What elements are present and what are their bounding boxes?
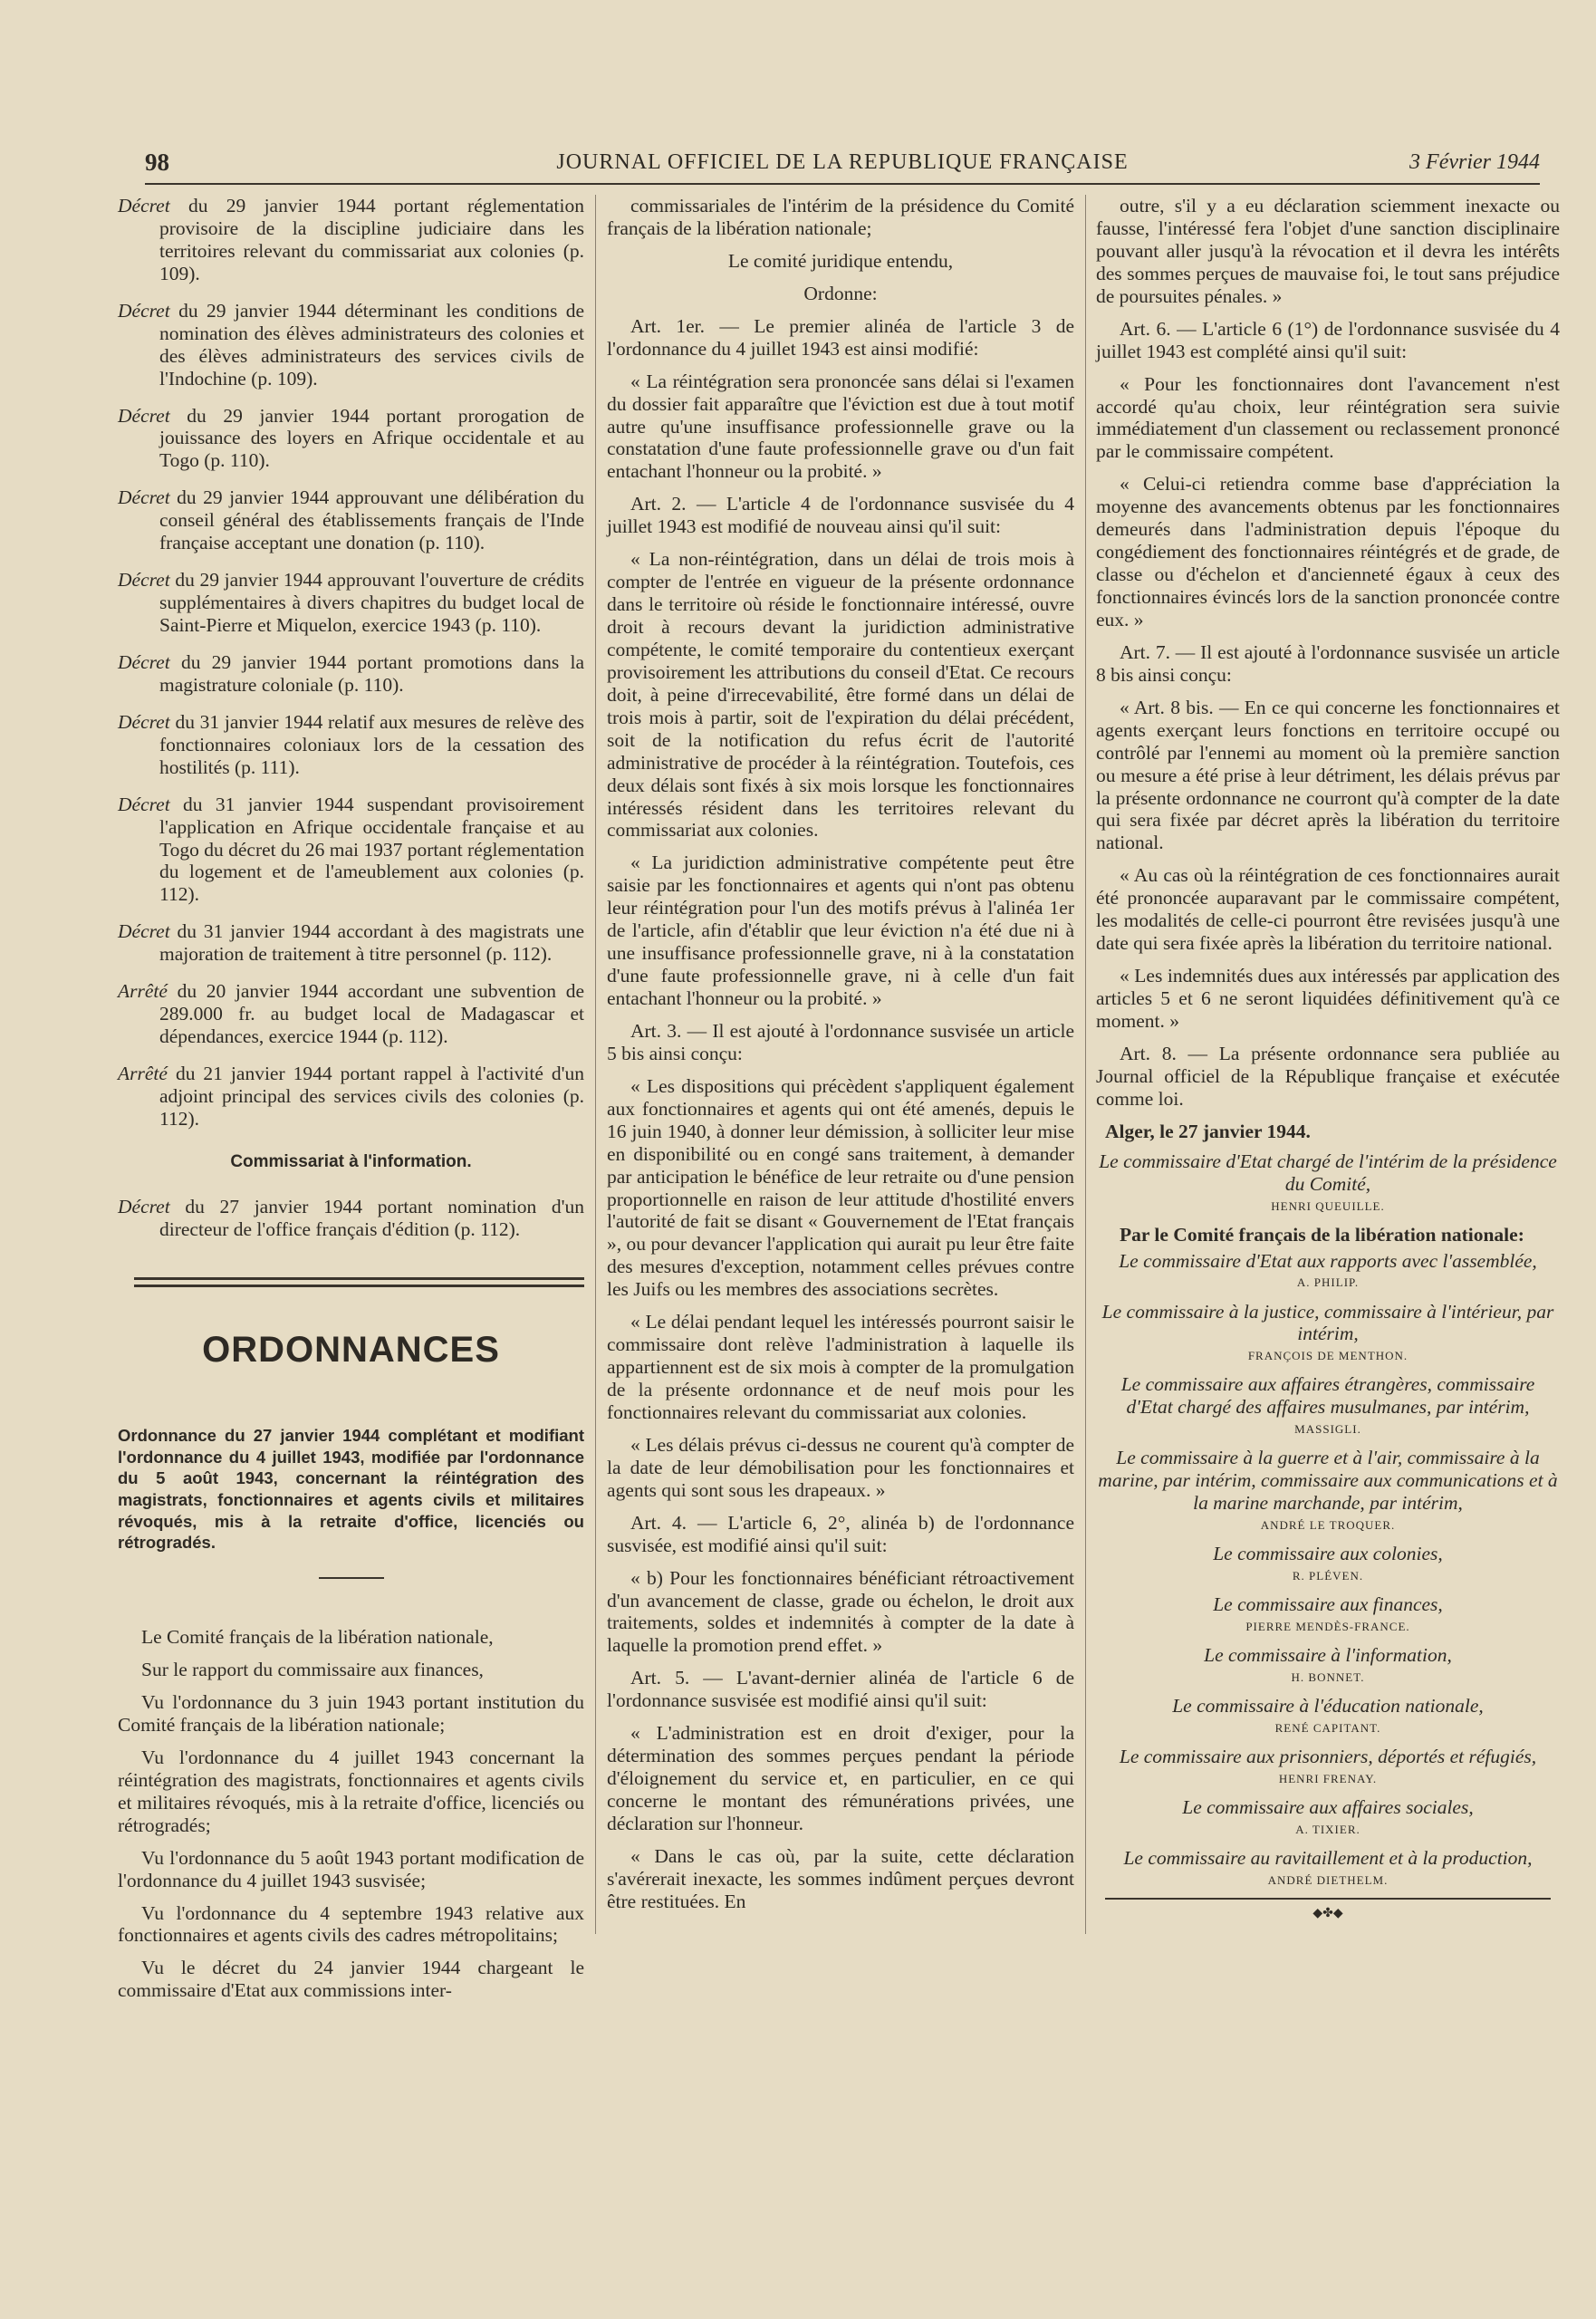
signatory-role: Le commissaire d'Etat chargé de l'intérim de la présidence du Comité,: [1099, 1150, 1557, 1195]
article-paragraph: « Le délai pendant lequel les intéressés pourront saisir le commissaire dont relève l'administration à laquelle ils appartiennent est de six mois à compter de la promulgation de la présente ordonnance et de neuf mois pour les fonctionnaires relevant du commissariat aux colonies.: [607, 1311, 1074, 1423]
summary-text: du 20 janvier 1944 accordant une subvention de 289.000 fr. au budget local de Madagascar et dépendances, exercice 1944 (p. 112).: [159, 980, 584, 1048]
ordonnances-heading: ORDONNANCES: [202, 1329, 500, 1370]
preamble-paragraph: Le Comité français de la libération nationale,: [141, 1626, 494, 1649]
article-paragraph: Art. 1er. — Le premier alinéa de l'article 3 de l'ordonnance du 4 juillet 1943 est ainsi modifié:: [607, 314, 1074, 360]
signatory-name: HENRI QUEUILLE.: [1271, 1198, 1385, 1213]
end-rule: [1105, 1898, 1551, 1921]
article-paragraph: « b) Pour les fonctionnaires bénéficiant rétroactivement d'un avancement de classe, grade ou échelon, le droit aux traitements, soldes et indemnités à compter de la date à laquelle la promotion prend effet. »: [607, 1566, 1074, 1657]
summary-item: [118, 651, 584, 697]
preamble-paragraph: Vu l'ordonnance du 4 juillet 1943 concernant la réintégration des magistrats, fonctionnaires et agents civils et militaires révoqués, mis à la retraite d'office, licenciés ou rétrogradés;: [118, 1746, 584, 1836]
signatory-role: Le commissaire à la justice, commissaire à l'intérieur, par intérim,: [1101, 1300, 1554, 1345]
signature-block: [1096, 1150, 1560, 1888]
summary-text: du 31 janvier 1944 accordant à des magistrats une majoration de traitement à titre personnel (p. 112).: [159, 920, 584, 966]
column-divider: [595, 195, 596, 1934]
signatory-role: Le commissaire aux affaires sociales,: [1182, 1796, 1474, 1819]
article-paragraph: « L'administration est en droit d'exiger, pour la détermination des sommes perçues pendant la période d'éloignement du service et, en particulier, en ce qui concerne le montant des rémunérations privées, une déclaration sur l'honneur.: [607, 1722, 1074, 1834]
summary-kind: Décret: [118, 650, 170, 673]
article-paragraph: Art. 7. — Il est ajouté à l'ordonnance susvisée un article 8 bis ainsi conçu:: [1096, 640, 1560, 686]
preamble-paragraph: Vu l'ordonnance du 3 juin 1943 portant institution du Comité français de la libération nationale;: [118, 1691, 584, 1736]
summary-item: [118, 794, 584, 907]
summary-text: du 29 janvier 1944 déterminant les conditions de nomination des élèves administrateurs des colonies et des élèves administrateurs des services civils de l'Indochine (p. 109).: [159, 299, 584, 390]
preamble-paragraph: Sur le rapport du commissaire aux finances,: [141, 1659, 484, 1681]
signature-lead: Par le Comité français de la libération nationale:: [1120, 1223, 1524, 1246]
summary-kind: Décret: [118, 486, 170, 509]
signatory-role: Le commissaire aux finances,: [1213, 1593, 1443, 1616]
ornament-icon: ◆✤◆: [1305, 1907, 1350, 1921]
article-paragraph: Le comité juridique entendu,: [727, 249, 954, 272]
article-paragraph: « Celui-ci retiendra comme base d'appréciation la moyenne des avancements obtenus par les fonctionnaires demeurés dans l'administration depuis l'époque du congédiement des fonctionnaires réintégrés et de grade, de classe ou d'échelon et d'ancienneté égaux à ceux des fonctionnaires évincés lors de la sanction prononcée contre eux. »: [1096, 473, 1560, 630]
preamble-paragraph: Vu l'ordonnance du 4 septembre 1943 relative aux fonctionnaires et agents civils des cadres métropolitains;: [118, 1901, 584, 1947]
summary-item: [118, 195, 584, 285]
article-paragraph: « Art. 8 bis. — En ce qui concerne les fonctionnaires et agents exerçant leurs fonctions en territoire occupé ou contrôlé par l'ennemi au moment où la première sanction ou mesure a été prise à leur détriment, les délais prévus par la présente ordonnance ne courront qu'à compter de la date qui sera fixée par décret après la libération du territoire national.: [1096, 696, 1560, 854]
signatory-role: Le commissaire à l'information,: [1204, 1644, 1452, 1667]
section-title: Commissariat à l'information.: [230, 1151, 472, 1171]
signatory-role: Le commissaire aux affaires étrangères, commissaire d'Etat chargé des affaires musulmanes, par intérim,: [1120, 1373, 1535, 1419]
page-number: 98: [145, 149, 169, 176]
summary-text: du 27 janvier 1944 portant nomination d'un directeur de l'office français d'édition (p. 112).: [159, 1195, 585, 1240]
article-paragraph: Ordonne:: [803, 282, 878, 304]
summary-item: [118, 711, 584, 779]
summary-item: [118, 300, 584, 390]
article-paragraph: « La juridiction administrative compétente peut être saisie par les fonctionnaires et agents qui n'ont pas obtenu leur réintégration pour l'un des motifs prévus à l'alinéa 1er de l'article, afin d'établir que leur éviction n'a été due ni à une insuffisance professionnelle grave, ni à la constatation d'une faute professionnelle grave, ni à celle d'un fait entachant l'honneur ou la probité. »: [607, 852, 1074, 1009]
summary-text: du 29 janvier 1944 portant promotions dans la magistrature coloniale (p. 110).: [159, 650, 585, 696]
article-paragraph: « La réintégration sera prononcée sans délai si l'examen du dossier fait apparaître que l'éviction est due à tout motif autre qu'une insuffisance professionnelle grave ou la constatation d'une faute professionnelle grave ou d'un fait entachant l'honneur ou la probité. »: [607, 370, 1074, 483]
signatory-name: FRANÇOIS DE MENTHON.: [1247, 1349, 1409, 1363]
preamble: [118, 1626, 584, 2002]
signatory-name: HENRI FRENAY.: [1278, 1772, 1378, 1786]
column-right: [1096, 195, 1560, 1921]
signatory-role: Le commissaire aux colonies,: [1213, 1543, 1443, 1565]
summary-kind: Arrêté: [118, 1063, 168, 1084]
issue-date: 3 Février 1944: [1409, 150, 1540, 174]
summary-text: du 29 janvier 1944 approuvant l'ouverture de crédits supplémentaires à divers chapitres du budget local de Saint-Pierre et Miquelon, exercice 1943 (p. 110).: [159, 569, 584, 636]
summary-kind: Décret: [118, 793, 170, 815]
summary-item: [118, 980, 584, 1048]
summary-item: [118, 569, 584, 637]
journal-title: JOURNAL OFFICIEL DE LA REPUBLIQUE FRANÇAISE: [556, 150, 1129, 174]
article-paragraph: commissariales de l'intérim de la présidence du Comité français de la libération nationale;: [607, 195, 1074, 239]
article-paragraph: Art. 8. — La présente ordonnance sera publiée au Journal officiel de la République française et exécutée comme loi.: [1096, 1042, 1560, 1110]
summary-text: du 29 janvier 1944 portant prorogation de jouissance des loyers en Afrique occidentale et au Togo (p. 110).: [159, 404, 584, 472]
column-middle: [607, 195, 1074, 1923]
signatory-name: R. PLÉVEN.: [1292, 1569, 1364, 1583]
signatory-name: PIERRE MENDÈS-FRANCE.: [1245, 1620, 1410, 1634]
signatory-name: A. PHILIP.: [1296, 1275, 1360, 1290]
summary-item: [118, 405, 584, 473]
summary-kind: Décret: [118, 1195, 170, 1217]
summary-kind: Arrêté: [118, 980, 168, 1003]
signatory-role: Le commissaire aux prisonniers, déportés et réfugiés,: [1119, 1746, 1537, 1768]
place-date: Alger, le 27 janvier 1944.: [1105, 1120, 1311, 1142]
ordonnance-title: Ordonnance du 27 janvier 1944 complétant et modifiant l'ordonnance du 4 juillet 1943, modifiée par l'ordonnance du 5 août 1943, concernant la réintégration des magistrats, fonctionnaires et agents civils et militaires révoqués, mis à la retraite d'office, licenciés ou rétrogradés.: [118, 1426, 584, 1553]
article-paragraph: Art. 5. — L'avant-dernier alinéa de l'article 6 de l'ordonnance susvisée est modifié ainsi qu'il suit:: [607, 1667, 1074, 1712]
article-paragraph: « Dans le cas où, par la suite, cette déclaration s'avérerait inexacte, les sommes indûment perçues devront être restituées. En: [607, 1844, 1074, 1912]
signatory-name: A. TIXIER.: [1295, 1823, 1360, 1837]
summary-kind: Décret: [118, 920, 170, 943]
article-paragraph: outre, s'il y a eu déclaration sciemment inexacte ou fausse, l'intéressé fera l'objet d'une sanction disciplinaire pouvant aller jusqu'à la révocation et il devra les intérêts des sommes perçues de mauvaise foi, le tout sans préjudice de poursuites pénales. »: [1096, 195, 1560, 307]
article-paragraph: Art. 4. — L'article 6, 2°, alinéa b) de l'ordonnance susvisée, est modifié ainsi qu'il suit:: [607, 1511, 1074, 1556]
summary-text: du 31 janvier 1944 relatif aux mesures de relève des fonctionnaires coloniaux lors de la cessation des hostilités (p. 111).: [159, 710, 584, 778]
signatory-name: ANDRÉ DIETHELM.: [1267, 1873, 1389, 1888]
signatory-role: Le commissaire à l'éducation nationale,: [1172, 1695, 1484, 1718]
summary-text: du 29 janvier 1944 portant réglementation provisoire de la discipline judiciaire dans les territoires relevant du commissariat aux colonies (p. 109).: [159, 195, 584, 284]
column-left: [118, 195, 584, 2012]
summary-item: [118, 1063, 584, 1131]
article-paragraph: Art. 3. — Il est ajouté à l'ordonnance susvisée un article 5 bis ainsi conçu:: [607, 1019, 1074, 1064]
signatory-name: ANDRÉ LE TROQUER.: [1260, 1518, 1396, 1533]
article-paragraph: « Au cas où la réintégration de ces fonctionnaires aurait été prononcée auparavant par le commissaire compétent, les modalités de celle-ci pourront être revisées jusqu'à une date qui sera fixée après la libération du territoire national.: [1096, 864, 1560, 955]
summary-kind: Décret: [118, 710, 170, 733]
summary-list: [118, 195, 584, 1131]
article-paragraph: « Pour les fonctionnaires dont l'avancement n'est accordé qu'au choix, leur réintégration sera suivie immédiatement d'un classement ou reclassement prononcé par le commissaire compétent.: [1096, 372, 1560, 463]
article-paragraph: « Les indemnités dues aux intéressés par application des articles 5 et 6 ne seront liquidées définitivement qu'à ce moment. »: [1096, 965, 1560, 1032]
article-paragraph: « Les dispositions qui précèdent s'appliquent également aux fonctionnaires et agents qui ont été amenés, depuis le 16 juin 1940, à donner leur démission, à solliciter leur mise en disponibilité ou en congé sans traitement, à demander par anticipation le bénéfice de leur retraite ou d'une pension proportionnelle en raison de leur attitude d'hostilité envers l'autorité de fait se disant « Gouvernement de l'Etat français », ou pour devancer l'application qui aurait pu leur être faite des mesures d'exception, notamment celles prévues contre les Juifs ou les membres des associations secrètes.: [607, 1074, 1074, 1301]
summary-text: du 29 janvier 1944 approuvant une délibération du conseil général des établissements français de l'Inde française acceptant une donation (p. 110).: [159, 486, 585, 554]
article-paragraph: « La non-réintégration, dans un délai de trois mois à compter de l'entrée en vigueur de la présente ordonnance dans le territoire où réside le fonctionnaire intéressé, ouvre droit à recours devant la juridiction administrative compétente, le comité temporaire du contentieux exerçant provisoirement les attributions du conseil d'Etat. Ce recours doit, à peine d'irrecevabilité, être formé dans un délai de trois mois à partir, soit de l'expiration du délai précédent, soit de la notification du refus écrit de l'autorité administrative de procéder à la réintégration. Toutefois, ces deux délais sont fixés à six mois lorsque les fonctionnaires intéressés résident dans les territoires relevant du commissariat aux colonies.: [607, 548, 1074, 842]
summary-kind: Décret: [118, 299, 170, 322]
signatory-name: MASSIGLI.: [1294, 1422, 1361, 1437]
summary-text: du 21 janvier 1944 portant rappel à l'activité d'un adjoint principal des services civils des colonies (p. 112).: [159, 1063, 584, 1130]
page-header: [145, 147, 1540, 185]
signatory-role: Le commissaire à la guerre et à l'air, commissaire à la marine, par intérim, commissaire aux communications et à la marine marchande, par intérim,: [1098, 1447, 1558, 1515]
summary-text: du 31 janvier 1944 suspendant provisoirement l'application en Afrique occidentale française et au Togo du décret du 26 mai 1937 portant réglementation du logement et de l'ameublement aux colonies (p. 112).: [159, 793, 585, 906]
double-rule: [134, 1277, 584, 1287]
signatory-role: Le commissaire au ravitaillement et à la production,: [1123, 1847, 1533, 1870]
preamble-paragraph: Vu le décret du 24 janvier 1944 chargeant le commissaire d'Etat aux commissions inter-: [118, 1957, 584, 2002]
preamble-paragraph: Vu l'ordonnance du 5 août 1943 portant modification de l'ordonnance du 4 juillet 1943 susvisée;: [118, 1846, 584, 1891]
signatory-role: Le commissaire d'Etat aux rapports avec l'assemblée,: [1119, 1249, 1537, 1272]
signatory-name: H. BONNET.: [1291, 1670, 1365, 1685]
summary-kind: Décret: [118, 195, 170, 217]
article-paragraph: Art. 2. — L'article 4 de l'ordonnance susvisée du 4 juillet 1943 est modifié de nouveau ainsi qu'il suit:: [607, 493, 1074, 538]
short-rule: [319, 1577, 384, 1579]
signatory-name: RENÉ CAPITANT.: [1274, 1721, 1381, 1736]
summary-item: [118, 920, 584, 966]
summary-kind: Décret: [118, 404, 170, 427]
ordonnance-articles: [1096, 195, 1560, 1111]
column-divider: [1085, 195, 1086, 1934]
summary-item: [118, 1196, 584, 1241]
summary-kind: Décret: [118, 569, 170, 592]
article-paragraph: « Les délais prévus ci-dessus ne courent qu'à compter de la date de leur démobilisation pour les fonctionnaires et agents qui sont sous les drapeaux. »: [607, 1433, 1074, 1501]
article-paragraph: Art. 6. — L'article 6 (1°) de l'ordonnance susvisée du 4 juillet 1943 est complété ainsi qu'il suit:: [1096, 317, 1560, 362]
summary-item: [118, 486, 584, 554]
